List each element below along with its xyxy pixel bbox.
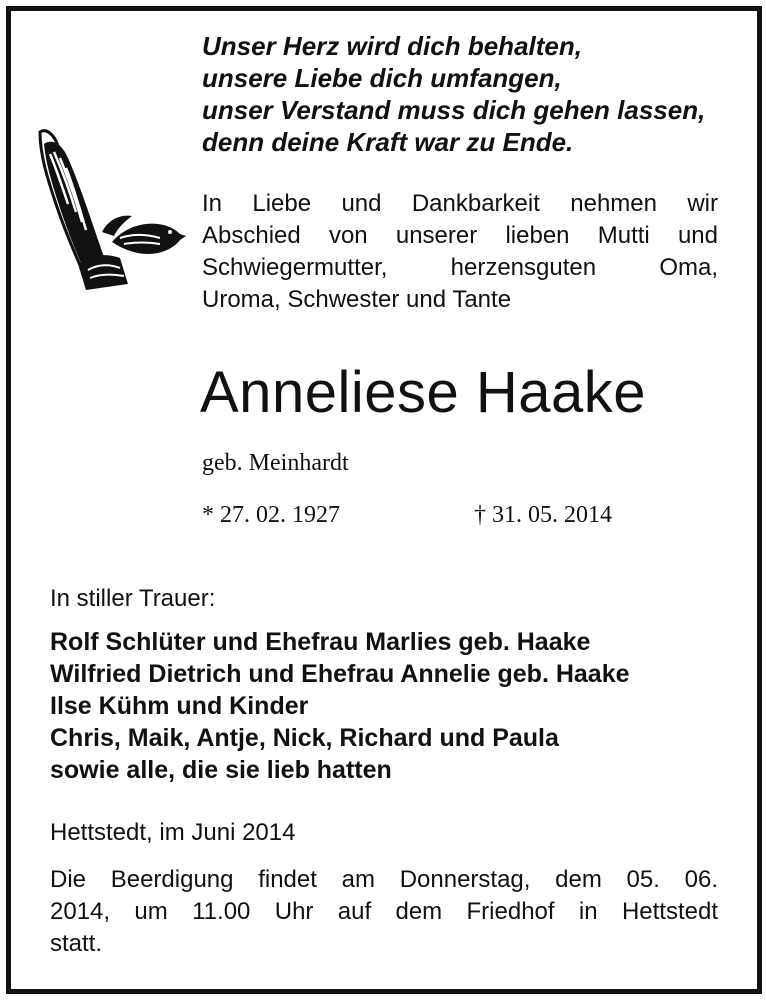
poem — [202, 30, 742, 158]
mourning-label: In stiller Trauer: — [50, 585, 216, 612]
poem-line: unsere Liebe dich umfangen, — [202, 63, 562, 93]
maiden-name: geb. Meinhardt — [202, 450, 349, 476]
praying-hands-dove-icon — [28, 124, 188, 292]
mourners-list — [50, 626, 630, 786]
intro-line: In Liebe und Dankbarkeit nehmen wir — [202, 190, 718, 217]
poem-line: denn deine Kraft war zu Ende. — [202, 127, 574, 157]
funeral-line: 2014, um 11.00 Uhr auf dem Friedhof in Hettstedt — [50, 898, 718, 925]
funeral-info — [50, 864, 718, 960]
place-date: Hettstedt, im Juni 2014 — [50, 819, 296, 846]
deceased-name: Anneliese Haake — [200, 360, 647, 425]
mourner-line: Wilfried Dietrich und Ehefrau Annelie geb. Haake — [50, 660, 630, 688]
intro-line: Uroma, Schwester und Tante — [202, 286, 512, 313]
intro-line: Abschied von unserer lieben Mutti und — [202, 222, 718, 249]
intro-line: Schwiegermutter, herzensguten Oma, — [202, 254, 718, 281]
mourner-line: sowie alle, die sie lieb hatten — [50, 756, 392, 784]
mourner-line: Rolf Schlüter und Ehefrau Marlies geb. Haake — [50, 628, 591, 656]
funeral-line: Die Beerdigung findet am Donnerstag, dem 05. 06. — [50, 866, 718, 893]
birth-date: * 27. 02. 1927 — [202, 502, 340, 528]
mourner-line: Ilse Kühm und Kinder — [50, 692, 309, 720]
poem-line: Unser Herz wird dich behalten, — [202, 31, 582, 61]
poem-line: unser Verstand muss dich gehen lassen, — [202, 95, 706, 125]
intro-text — [202, 188, 718, 316]
death-date: † 31. 05. 2014 — [474, 502, 612, 528]
mourner-line: Chris, Maik, Antje, Nick, Richard und Paula — [50, 724, 559, 752]
funeral-line: statt. — [50, 930, 103, 957]
